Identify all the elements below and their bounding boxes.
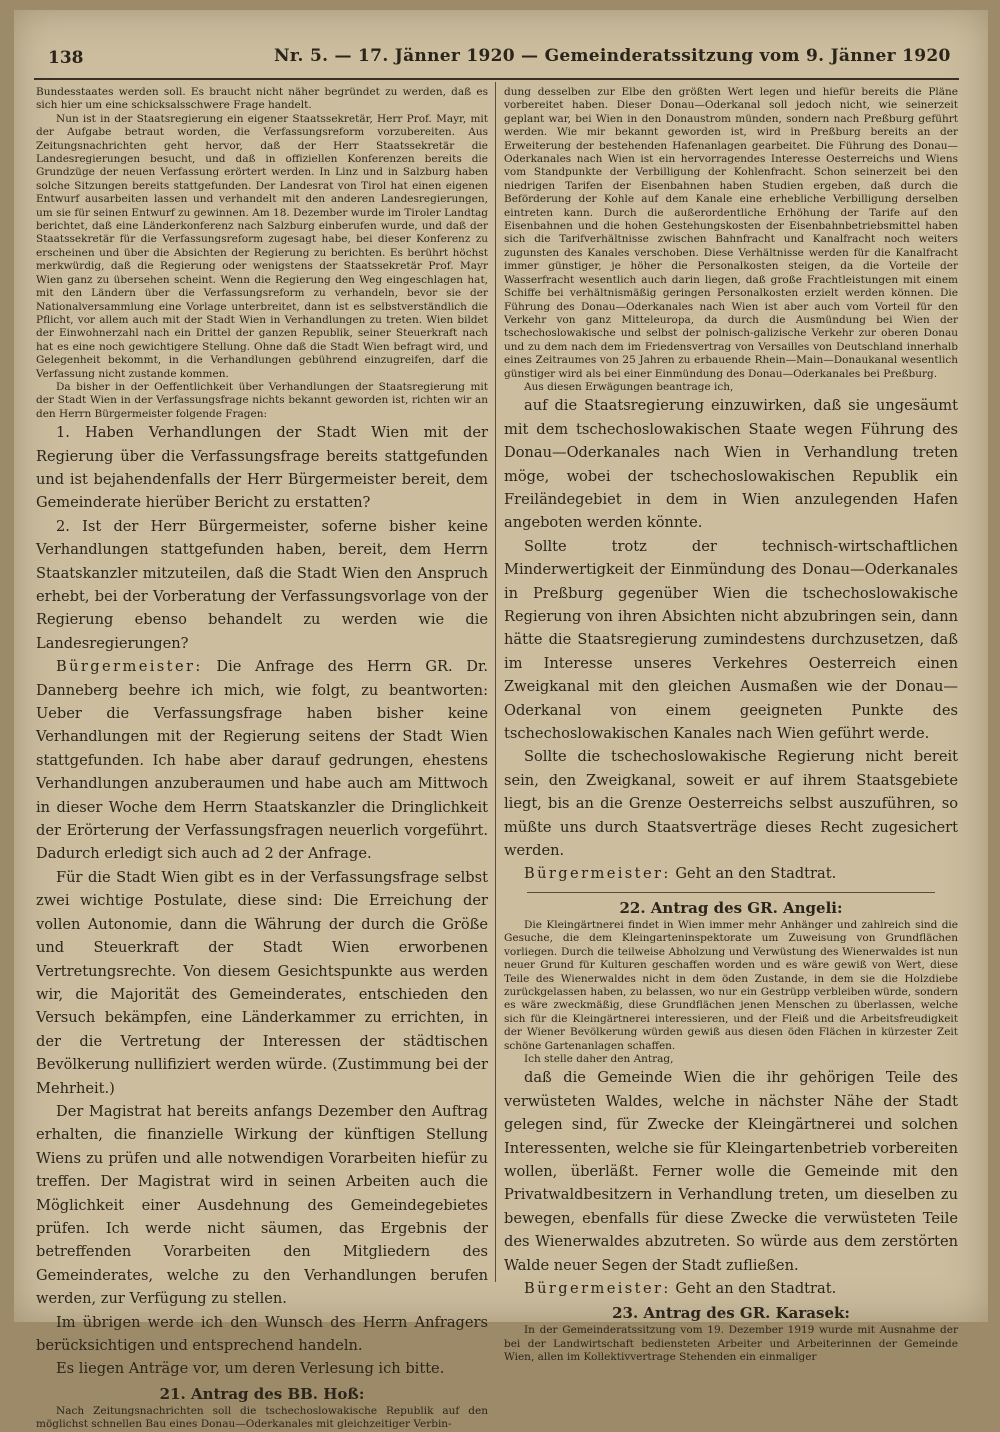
- right-column: [504, 86, 958, 1364]
- paragraph: Da bisher in der Oeffentlichkeit über Verhandlungen der Staatsregierung mit der Stadt Wien in der Verfassungsfrage nichts bekannt geworden ist, richten wir an den Herrn Bürgermeister folgende Fragen:: [36, 380, 488, 420]
- speaker-label: Bürgermeister:: [524, 1280, 671, 1297]
- paragraph: Bundesstaates werden soll. Es braucht nicht näher begründet zu werden, daß es sich hier um eine schicksalsschwere Frage handelt.: [36, 86, 488, 112]
- paragraph: Im übrigen werde ich den Wunsch des Herrn Anfragers berücksichtigen und entsprechend handeln.: [36, 1313, 488, 1354]
- separator-rule: [527, 892, 936, 893]
- paragraph: auf die Staatsregierung einzuwirken, daß sie ungesäumt mit dem tschechoslowakischen Staate wegen Führung des Donau—Oderkanales nach Wien in Verhandlung treten möge, wobei der tschechoslowakischen Republik ein Freiländegebiet in dem in Wien anzulegenden Hafen angeboten werden könnte.: [504, 397, 958, 532]
- paragraph: Sollte die tschechoslowakische Regierung nicht bereit sein, den Zweigkanal, soweit er auf ihrem Staatsgebiete liegt, bis an die Grenze Oesterreichs selbst auszuführen, so müßte uns durch Staatsverträge dieses Recht zugesichert werden.: [504, 748, 958, 860]
- motion-heading-22: 22. Antrag des GR. Angeli:: [619, 898, 843, 917]
- paragraph: In der Gemeinderatssitzung vom 19. Dezember 1919 wurde mit Ausnahme der bei der Landwirtschaft bediensteten Arbeiter und Arbeiterinnen der Gemeinde Wien, allen im Kollektivvertrage Stehenden ein einmaliger: [504, 1324, 958, 1364]
- answer-text: Die Anfrage des Herrn GR. Dr. Danneberg beehre ich mich, wie folgt, zu beantworten: Ueber die Verfassungsfrage haben bisher keine Verhandlungen mit der Regierung seitens der Stadt Wien stattgefunden. Ich habe aber darauf gedrungen, ehestens Verhandlungen anzuberaumen und habe auch am Mittwoch in dieser Woche dem Herrn Staatskanzler die Dringlichkeit der Erörterung der Verfassungsfragen neuerlich vorgeführt. Dadurch erledigt sich auch ad 2 der Anfrage.: [36, 658, 489, 863]
- motion-heading-21: 21. Antrag des BB. Hoß:: [159, 1384, 365, 1403]
- page-number: 138: [48, 48, 84, 68]
- left-column: [36, 86, 489, 1431]
- reply-text: Geht an den Stadtrat.: [675, 1280, 837, 1297]
- header-rule: [34, 78, 959, 80]
- question-2: 2. Ist der Herr Bürgermeister, soferne bisher keine Verhandlungen stattgefunden haben, bereit, dem Herrn Staatskanzler mitzuteilen, daß die Stadt Wien den Anspruch erhebt, bei der Vorberatung der Verfassungsvorlage von der Regierung ebenso behandelt zu werden wie die Landesregierungen?: [36, 517, 488, 652]
- paragraph: Für die Stadt Wien gibt es in der Verfassungsfrage selbst zwei wichtige Postulate, diese sind: Die Erreichung der vollen Autonomie, dann die Währung der durch die Größe und Steuerkraft der Stadt Wien erworbenen Vertretungsrechte. Von diesem Gesichtspunkte aus werden wir, die Majorität des Gemeinderates, entschieden den Versuch bekämpfen, eine Länderkammer zu errichten, in der die Vertretung der Interessen der städtischen Bevölkerung nullifiziert werden würde. (Zustimmung bei der Mehrheit.): [36, 868, 488, 1097]
- mayor-answer: [36, 655, 488, 866]
- motion-heading-23: 23. Antrag des GR. Karasek:: [612, 1304, 850, 1323]
- paragraph: Die Kleingärtnerei findet in Wien immer mehr Anhänger und zahlreich sind die Gesuche, die dem Kleingarteninspektorate um Zuweisung von Grundflächen vorliegen. Durch die teilweise Abholzung und Verwüstung des Wienerwaldes ist nun neuer Grund für Kulturen geschaffen worden und es wäre gewiß von Wert, diese Teile des Wienerwaldes nicht in dem öden Zustande, in dem sie die Holzdiebe zurückgelassen haben, zu belassen, wo nur ein Gestrüpp verbleiben würde, sondern es wäre zweckmäßig, diese Grundflächen jenen Menschen zu überlassen, welche sich für die Kleingärtnerei interessieren, und der Fleiß und die Arbeitsfreudigkeit der Wiener Bevölkerung würden gewiß aus diesen öden Flächen in kürzester Zeit schöne Gartenanlagen schaffen.: [504, 918, 958, 1052]
- paragraph: Nun ist in der Staatsregierung ein eigener Staatssekretär, Herr Prof. Mayr, mit der Aufgabe betraut worden, die Verfassungsreform vorzubereiten. Aus Zeitungsnachrichten geht hervor, daß der Herr Staatssekretär die Landesregierungen besucht, und daß in offiziellen Konferenzen bereits die Grundzüge der neuen Verfassung erörtert werden. In Linz und in Salzburg haben solche Sitzungen bereits stattgefunden. Der Landesrat von Tirol hat einen eigenen Entwurf ausarbeiten lassen und verhandelt mit den anderen Landesregierungen, um sie für seinen Entwurf zu gewinnen. Am 18. Dezember wurde im Tiroler Landtag berichtet, daß eine Länderkonferenz nach Salzburg einberufen wurde, und daß der Staatssekretär für die Verfassungsreform zugesagt habe, bei dieser Konferenz zu erscheinen und über die Absichten der Regierung zu berichten. Es berührt höchst merkwürdig, daß die Regierung oder wenigstens der Staatssekretär Prof. Mayr Wien ganz zu übersehen scheint. Wenn die Regierung den Weg eingeschlagen hat, mit den Ländern über die Verfassungsreform zu verhandeln, bevor sie der Nationalversammlung eine Vorlage unterbreitet, dann ist es selbstverständlich die Pflicht, vor allem auch mit der Stadt Wien in Verhandlungen zu treten. Wien bildet der Einwohnerzahl nach ein Drittel der ganzen Republik, seiner Steuerkraft nach hat es eine noch gewichtigere Stellung. Ohne daß die Stadt Wien befragt wird, und Gelegenheit bekommt, in die Verhandlungen gebührend einzugreifen, darf die Verfassung nicht zustande kommen.: [36, 112, 488, 380]
- speaker-label: Bürgermeister:: [524, 865, 671, 883]
- page-title: Nr. 5. — 17. Jänner 1920 — Gemeinderatssitzung vom 9. Jänner 1920: [274, 46, 951, 66]
- question-1: 1. Haben Verhandlungen der Stadt Wien mit der Regierung über die Verfassungsfrage bereits stattgefunden und ist bejahendenfalls der Herr Bürgermeister bereit, dem Gemeinderate hierüber Bericht zu erstatten?: [36, 424, 488, 512]
- paragraph: Aus diesen Erwägungen beantrage ich,: [524, 380, 734, 393]
- paragraph: Der Magistrat hat bereits anfangs Dezember den Auftrag erhalten, die finanzielle Wirkung der künftigen Stellung Wiens zu prüfen und alle notwendigen Vorarbeiten hiefür zu treffen. Der Magistrat wird in seinen Arbeiten auch die Möglichkeit einer Ausdehnung des Gemeindegebietes prüfen. Ich werde nicht säumen, das Ergebnis der betreffenden Vorarbeiten den Mitgliedern des Gemeinderates, welche zu den Verhandlungen berufen werden, zur Verfügung zu stellen.: [36, 1102, 488, 1308]
- paragraph: Ich stelle daher den Antrag,: [524, 1052, 674, 1065]
- speaker-label: Bürgermeister:: [56, 658, 203, 676]
- paragraph: Nach Zeitungsnachrichten soll die tschechoslowakische Republik auf den möglichst schnellen Bau eines Donau—Oderkanales mit gleichzeitiger Verbin-: [36, 1404, 488, 1431]
- mayor-reply: [504, 1277, 958, 1300]
- mayor-reply: [504, 862, 958, 885]
- paragraph: Es liegen Anträge vor, um deren Verlesung ich bitte.: [56, 1360, 445, 1378]
- paragraph: daß die Gemeinde Wien die ihr gehörigen Teile des verwüsteten Waldes, welche in nächster Nähe der Stadt gelegen sind, für Zwecke der Kleingärtnerei und solchen Interessenten, welche sie für Kleingartenbetrieb vorbereiten wollen, überläßt. Ferner wolle die Gemeinde mit den Privatwaldbesitzern in Verhandlung treten, um dieselben zu bewegen, ebenfalls für diese Zwecke die verwüsteten Teile des Wienerwaldes abzutreten. So würde aus dem zerstörten Walde neuer Segen der Stadt zufließen.: [504, 1069, 958, 1274]
- paragraph: dung desselben zur Elbe den größten Wert legen und hiefür bereits die Pläne vorbereitet haben. Dieser Donau—Oderkanal soll jedoch nicht, wie seinerzeit geplant war, bei Wien in den Donaustrom münden, sondern nach Preßburg geführt werden. Wie mir bekannt geworden ist, wird in Preßburg bereits an der Erweiterung der bestehenden Hafenanlagen gearbeitet. Die Führung des Donau—Oderkanales nach Wien ist ein hervorragendes Interesse Oesterreichs und Wiens vom Standpunkte der Verbilligung der Kohlenfracht. Schon seinerzeit bei den niedrigen Tarifen der Eisenbahnen haben Studien ergeben, daß durch die Beförderung der Kohle auf dem Kanale eine erhebliche Verbilligung derselben eintreten kann. Durch die außerordentliche Erhöhung der Tarife auf den Eisenbahnen und die hohen Gestehungskosten der Eisenbahnbetriebsmittel haben sich die Tarifverhältnisse zwischen Bahnfracht und Kanalfracht noch weiters zugunsten des Kanales verschoben. Diese Verhältnisse werden für die Kanalfracht immer günstiger, je höher die Personalkosten steigen, da die Vorteile der Wasserfracht wesentlich auch darin liegen, daß große Frachtleistungen mit einem Schiffe bei verhältnismäßig geringen Personalkosten erzielt werden können. Die Führung des Donau—Oderkanales nach Wien ist aber auch vom Vorteil für den Verkehr von ganz Mitteleuropa, da durch die Ausmündung bei Wien der tschechoslowakische und selbst der polnisch-galizische Verkehr zur oberen Donau und zu dem nach dem im Friedensvertrag von Versailles von Deutschland innerhalb eines Zeitraumes von 25 Jahren zu erbauende Rhein—Main—Donaukanal wesentlich günstiger wird als bei einer Einmündung des Donau—Oderkanales bei Preßburg.: [504, 86, 958, 380]
- column-divider: [495, 82, 496, 1282]
- page-header: [48, 44, 968, 74]
- reply-text: Geht an den Stadtrat.: [675, 865, 837, 883]
- paragraph: Sollte trotz der technisch-wirtschaftlichen Minderwertigkeit der Einmündung des Donau—Oderkanales in Preßburg gegenüber Wien die tschechoslowakische Regierung von ihren Absichten nicht abzubringen sein, dann hätte die Staatsregierung zumindestens durchzusetzen, daß im Interesse unseres Verkehres Oesterreich einen Zweigkanal mit den gleichen Ausmaßen wie der Donau—Oderkanal von einem geeigneten Punkte des tschechoslowakischen Kanales nach Wien geführt werde.: [504, 537, 958, 743]
